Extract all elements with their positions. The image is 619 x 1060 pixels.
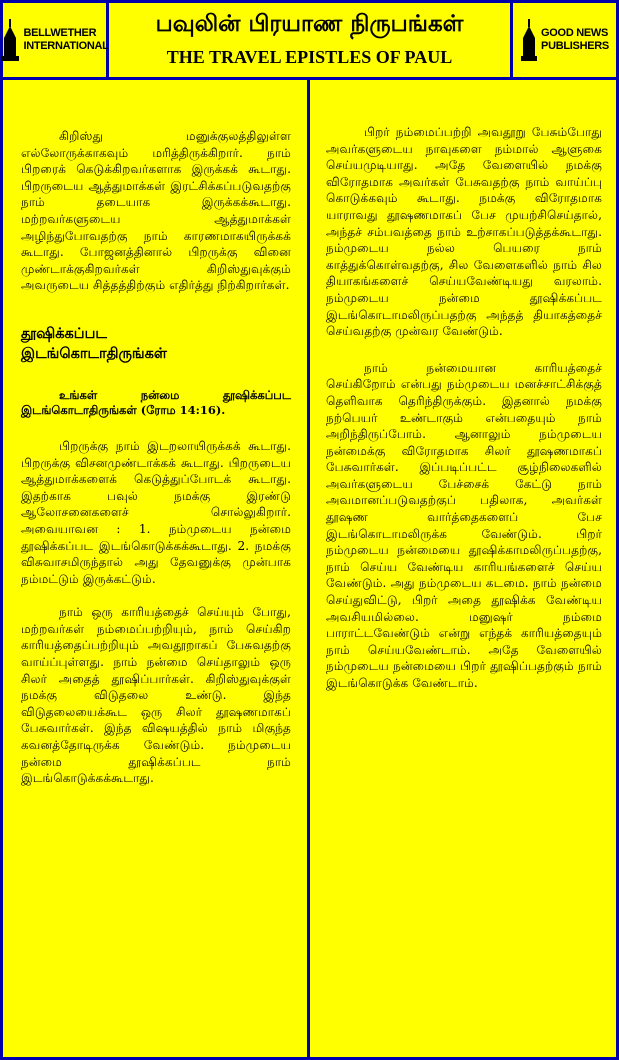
title-english: THE TRAVEL EPISTLES OF PAUL xyxy=(166,47,453,67)
verse-reference: உங்கள் நன்மை தூஷிக்கப்பட இடங்கொடாதிருங்கள் (ரோம 14:16). xyxy=(21,387,291,417)
left-column xyxy=(3,80,307,1057)
right-paragraph-1: பிறர் நம்மைப்பற்றி அவதூறு பேசும்போது அவர்களுடைய நாவுகளை நம்மால் ஆளுகை செய்யமுடியாது. அதே வேளையில் நமக்கு விரோதமாக அவர்கள் பேசுவதற்கு நாம் வாய்ப்பு கொடுக்கவும் கூடாது. நமக்கு விரோதமாக யாராவது தூஷணமாகப் பேச முயற்சிசெய்தால், அந்தச் சம்பவத்தை நாம் உற்சாகப்படுத்தக்கூடாது. நம்முடைய நல்ல பெயரை நாம் காத்துக்கொள்வதற்கு, சில வேளைகளில் நாம் சில தியாகங்களைச் செய்யவேண்டியது வரலாம். நம்முடைய நன்மை தூஷிக்கப்பட இடங்கொடாமலிருப்பதற்கு அந்தத் தியாகத்தைச் செய்வதற்கு முன்வர வேண்டும். xyxy=(326,125,602,339)
good-news-logo-icon xyxy=(520,18,538,62)
title-tamil: பவுலின் பிரயாண நிருபங்கள் xyxy=(155,11,464,37)
right-paragraph-2: நாம் நன்மையான காரியத்தைச் செய்கிறோம் என்பது நம்முடைய மனச்சாட்சிக்குத் தெளிவாக தெரிந்திருக்கும். இதனால் நமக்கு நற்பெயர் உண்டாகும் என்பதையும் நாம் அறிந்திருப்போம். ஆனாலும் நம்முடைய நன்மைக்கு விரோதமாக சிலர் தூஷணமாகப் பேசுவார்கள். இப்படிப்பட்ட சூழ்நிலைகளில் அவர்களுடைய பேச்சைக் கேட்டு நாம் அவமானப்படுவதற்குப் பதிலாக, அவர்கள் தூஷண வார்த்தைகளைப் பேச இடங்கொடாமலிருக்க வேண்டும். பிறர் நம்முடைய நன்மையை தூஷிக்காமலிருப்பதற்கு, நாம் செய்ய வேண்டிய காரியங்களைச் செய்ய வேண்டும். அது நம்முடைய கடமை. நாம் நன்மை செய்துவிட்டு, பிறர் அதை தூஷிக்க வேண்டிய அவசியமில்லை. மனுஷர் நம்மை பாராட்டவேண்டும் என்று எந்தக் காரியத்தையும் நாம் செய்யவேண்டாம். அதே வேளையில் நம்முடைய நன்மையை பிறர் தூஷிப்பதற்கும் நாம் இடங்கொடுக்க வேண்டாம். xyxy=(326,360,602,690)
left-paragraph-2: பிறருக்கு நாம் இடறலாயிருக்கக் கூடாது. பிறருக்கு விசனமுண்டாக்கக் கூடாது. பிறருடைய ஆத்துமாக்களைக் கெடுத்துப்போடக் கூடாது. இதற்காக பவுல் நமக்கு இரண்டு ஆலோசனைகளைச் சொல்லுகிறார். அவையாவன : 1. நம்முடைய நன்மை தூஷிக்கப்பட இடங்கொடுக்கக்கூடாது. 2. நமக்கு விசுவாசமிருந்தால் அது தேவனுக்கு முன்பாக நம்மட்டும் இருக்கட்டும். xyxy=(21,438,291,586)
section-heading-line2: இடங்கொடாதிருங்கள் xyxy=(21,345,167,362)
section-heading xyxy=(21,324,291,364)
bellwether-logo xyxy=(3,3,109,77)
good-news-logo xyxy=(513,3,616,77)
section-heading-line1: தூஷிக்கப்பட xyxy=(21,325,107,342)
right-logo-line1: GOOD NEWS xyxy=(541,27,609,39)
left-logo-line1: BELLWETHER xyxy=(23,27,97,39)
title-banner xyxy=(109,3,510,77)
bellwether-logo-icon xyxy=(0,18,20,62)
right-logo-line2: PUBLISHERS xyxy=(541,40,609,52)
right-column xyxy=(310,80,616,1057)
intro-paragraph: கிறிஸ்து மனுக்குலத்திலுள்ள எல்லோருக்காகவும் மரித்திருக்கிறார். நாம் பிறரைக் கெடுக்கிறவர்களாக இருக்கக் கூடாது. பிறருடைய ஆத்துமாக்கள் இரட்சிக்கப்படுவதற்கு நாம் தடையாக இருக்கக்கூடாது. மற்றவர்களுடைய ஆத்துமாக்கள் அழிந்துபோவதற்கு நாம் காரணமாகயிருக்கக் கூடாது. போஜனத்தினால் பிறருக்கு வினை முண்டாக்குகிறவர்கள் கிறிஸ்துவுக்கும் அவருடைய சித்தத்திற்கும் எதிர்த்து நிற்கிறார்கள். xyxy=(21,129,291,293)
left-paragraph-3: நாம் ஒரு காரியத்தைச் செய்யும் போது, மற்றவர்கள் நம்மைப்பற்றியும், நாம் செய்கிற காரியத்தைப்பற்றியும் அவதூறாகப் பேசுவதற்கு வாய்ப்புள்ளது. நாம் நன்மை செய்தாலும் ஒரு சிலர் அதைத் தூஷிப்பார்கள். கிறிஸ்துவுக்குள் நமக்கு விடுதலை உண்டு. இந்த விடுதலையைக்கூட ஒரு சிலர் தூஷணமாகப் பேசுவார்கள். இந்த விஷயத்தில் நாம் மிகுந்த கவனத்தோடிருக்க வேண்டும். நம்முடைய நன்மை தூஷிக்கப்பட நாம் இடங்கொடுக்கக்கூடாது. xyxy=(21,605,291,786)
left-logo-line2: INTERNATIONAL xyxy=(23,40,109,52)
